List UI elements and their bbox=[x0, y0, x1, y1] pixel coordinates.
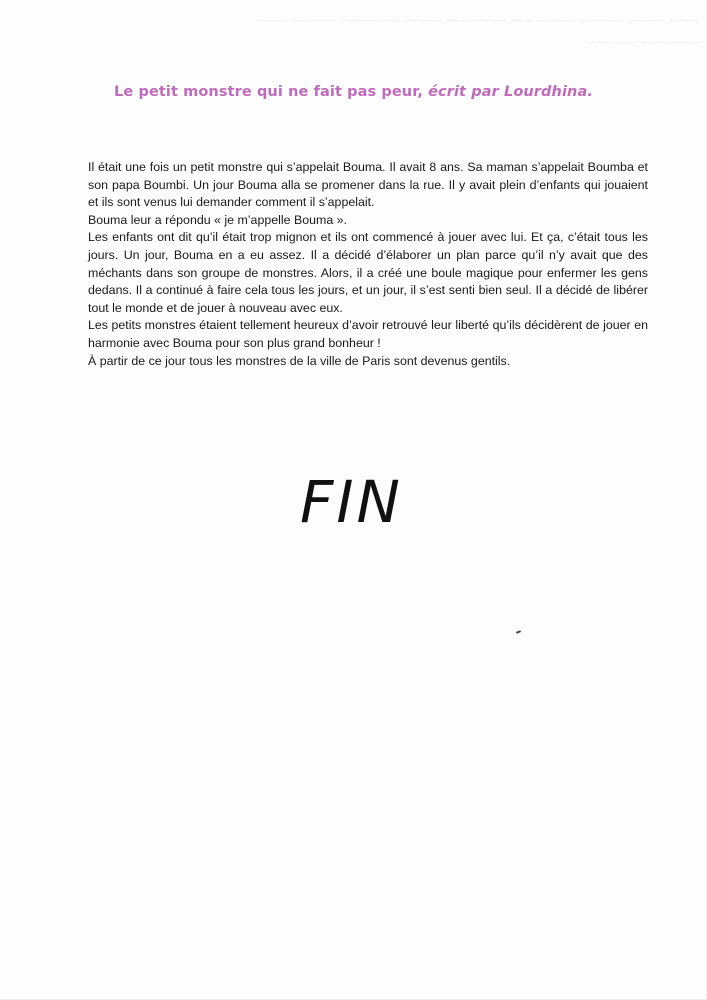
story-paragraph: Il était une fois un petit monstre qui s’appelait Bouma. Il avait 8 ans. Sa maman s’appelait Boumba et son papa Boumbi. Un jour Bouma alla se promener dans la rue. Il y avait plein d’enfants qui jouaient et ils sont venus lui demander comment il s’appelait. bbox=[88, 160, 648, 210]
story-author-byline: écrit par Lourdhina. bbox=[422, 84, 593, 100]
bleed-through-marks: ~~~~ ~~~~~ ~~~~~~ ~~~~~ ~~~ ~~~~~~~~ ~~~~~ ~~~~~~~~ ~~~~~~ ~~~~ ~~~~~~~~ ~~~ ~~~ bbox=[256, 13, 702, 50]
scan-speck bbox=[516, 630, 521, 634]
story-paragraph: Bouma leur a répondu « je m’appelle Bouma ». bbox=[88, 212, 347, 227]
end-text: FIN bbox=[300, 468, 403, 536]
story-title bbox=[0, 84, 707, 100]
story-body bbox=[88, 159, 648, 370]
story-paragraph: Les enfants ont dit qu’il était trop mignon et ils ont commencé à jouer avec lui. Et ça, c’était tous les jours. Un jour, Bouma en a eu assez. Il a décidé d’élaborer un plan parce qu’il n’y avait que des méchants dans son groupe de monstres. Alors, il a créé une boule magique pour enfermer les gens dedans. Il a continué à faire cela tous les jours, et un jour, il s’est senti bien seul. Il a décidé de libérer tout le monde et de jouer à nouveau avec eux. bbox=[88, 230, 648, 315]
story-paragraph: À partir de ce jour tous les monstres de la ville de Paris sont devenus gentils. bbox=[88, 353, 511, 368]
story-title-main: Le petit monstre qui ne fait pas peur, bbox=[114, 84, 423, 100]
story-paragraph: Les petits monstres étaient tellement heureux d’avoir retrouvé leur liberté qu’ils décidèrent de jouer en harmonie avec Bouma pour son plus grand bonheur ! bbox=[88, 318, 648, 350]
